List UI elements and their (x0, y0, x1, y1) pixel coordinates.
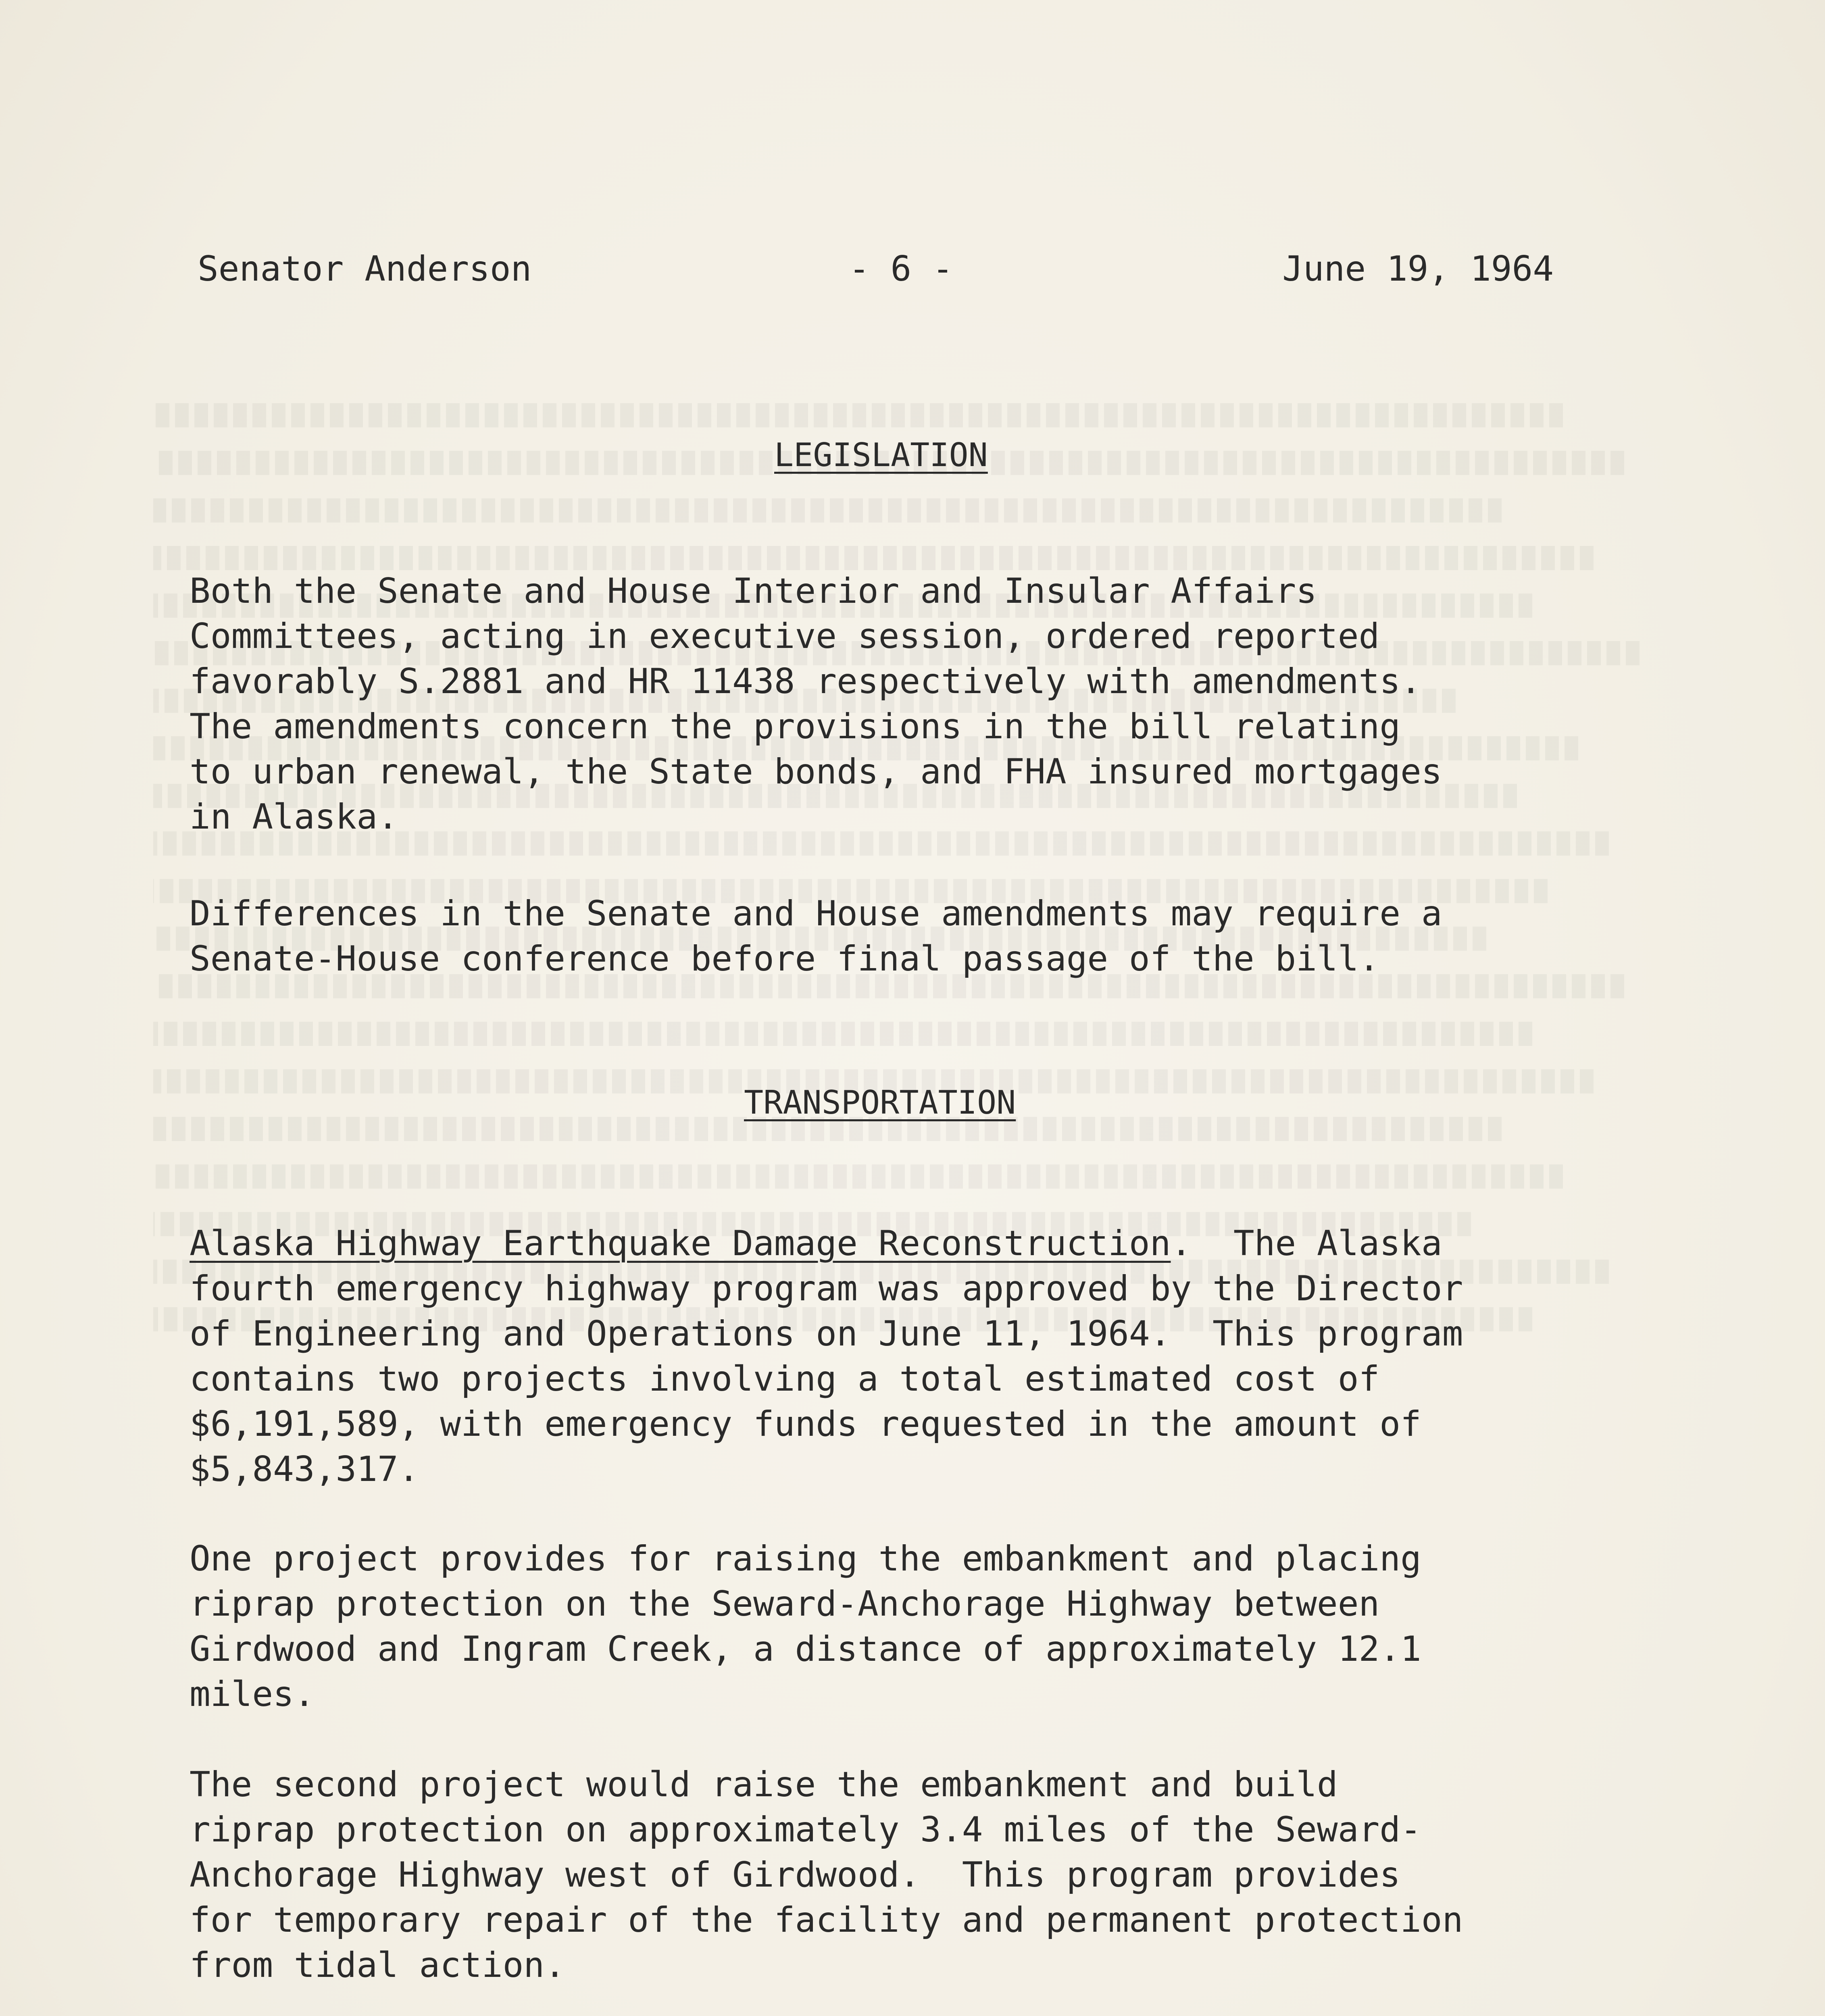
text-line: Girdwood and Ingram Creek, a distance of approximately 12.1 (190, 1629, 1421, 1669)
text-line: Both the Senate and House Interior and Insular Affairs (190, 571, 1317, 611)
text-line: favorably S.2881 and HR 11438 respectively with amendments. (190, 661, 1421, 702)
text-line: Anchorage Highway west of Girdwood. This program provides (190, 1855, 1401, 1895)
text-line: The amendments concern the provisions in the bill relating (190, 706, 1401, 747)
text-line: The second project would raise the embankment and build (190, 1764, 1338, 1805)
bleed-line (153, 1164, 1563, 1189)
legislation-heading: LEGISLATION (774, 436, 988, 474)
text-line: fourth emergency highway program was approved by the Director (190, 1268, 1463, 1309)
text-line: $6,191,589, with emergency funds requested in the amount of (190, 1404, 1421, 1444)
text-line: in Alaska. (190, 797, 398, 837)
legislation-paragraph-2 (190, 891, 1681, 981)
header-addressee: Senator Anderson (198, 249, 532, 289)
text-line: from tidal action. (190, 1945, 565, 1985)
text-line: riprap protection on approximately 3.4 miles of the Seward- (190, 1810, 1421, 1850)
text-line: Senate-House conference before final passage of the bill. (190, 939, 1380, 979)
text-line (190, 1221, 1681, 1266)
highway-reconstruction-lead: Alaska Highway Earthquake Damage Reconstruction (190, 1223, 1171, 1264)
text-line: riprap protection on the Seward-Anchorage Highway between (190, 1584, 1380, 1624)
page-number: - 6 - (849, 249, 953, 289)
legislation-paragraph-1 (190, 569, 1681, 839)
text-line: $5,843,317. (190, 1449, 419, 1489)
text-line: to urban renewal, the State bonds, and FHA insured mortgages (190, 752, 1442, 792)
project-1-paragraph (190, 1536, 1681, 1717)
bleed-line (153, 403, 1563, 427)
text-line: Differences in the Senate and House amendments may require a (190, 893, 1442, 934)
transportation-heading: TRANSPORTATION (744, 1084, 1016, 1121)
project-2-paragraph (190, 1762, 1681, 1988)
text-fragment: . The Alaska (1171, 1223, 1442, 1264)
header-date: June 19, 1964 (1282, 249, 1554, 289)
bleed-line (153, 546, 1594, 570)
text-line: One project provides for raising the embankment and placing (190, 1539, 1421, 1579)
text-line: Committees, acting in executive session, ordered reported (190, 616, 1380, 656)
text-line: miles. (190, 1674, 315, 1714)
text-line: for temporary repair of the facility and permanent protection (190, 1900, 1463, 1940)
bleed-line (153, 1022, 1532, 1046)
highway-reconstruction-paragraph (190, 1221, 1681, 1492)
text-line: contains two projects involving a total estimated cost of (190, 1359, 1380, 1399)
text-line: of Engineering and Operations on June 11, 1964. This program (190, 1314, 1463, 1354)
bleed-line (153, 498, 1502, 523)
